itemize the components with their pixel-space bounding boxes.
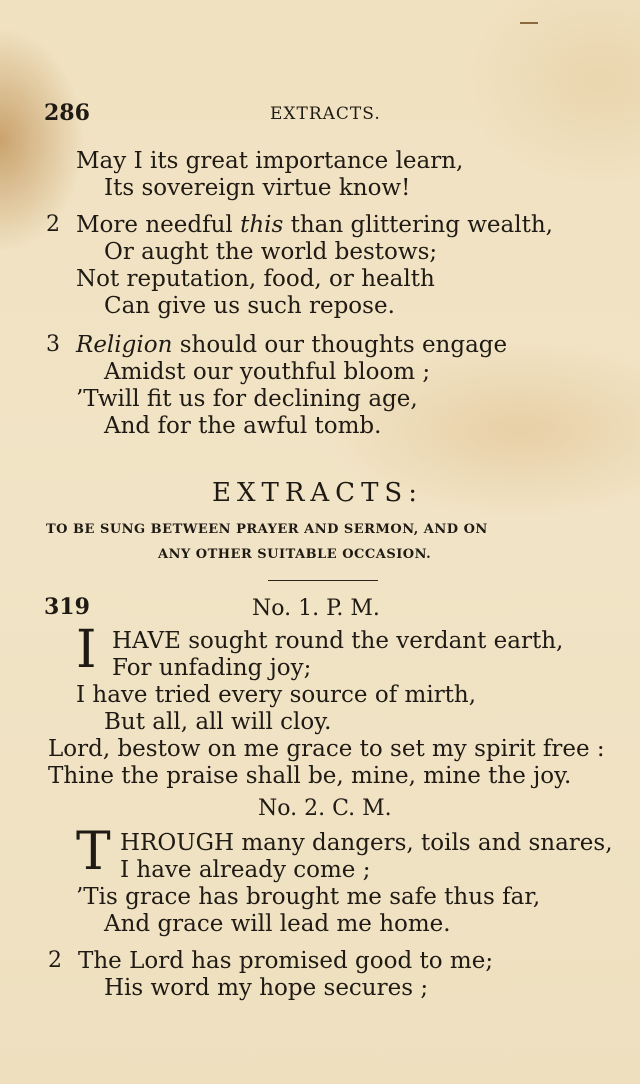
verse-line: His word my hope secures ;	[104, 975, 429, 1001]
meter-heading: No. 2. C. M.	[258, 796, 392, 821]
verse-line: Can give us such repose.	[104, 293, 395, 319]
verse-line: Thine the praise shall be, mine, mine the joy.	[48, 763, 572, 789]
running-head: EXTRACTS.	[270, 104, 381, 124]
verse-text: should our thoughts engage	[172, 332, 508, 358]
verse-line: And grace will lead me home.	[104, 911, 451, 937]
verse-line: HROUGH many dangers, toils and snares,	[120, 830, 613, 856]
verse-line: Amidst our youthful bloom ;	[104, 359, 431, 385]
verse-line	[76, 332, 507, 358]
verse-line: ’Tis grace has brought me safe thus far,	[76, 884, 541, 910]
verse-line: HAVE sought round the verdant earth,	[112, 628, 564, 654]
hymn-number: 319	[44, 594, 90, 620]
meter-heading: No. 1. P. M.	[252, 596, 380, 621]
verse-line: I have already come ;	[120, 857, 371, 883]
verse-line: And for the awful tomb.	[104, 413, 382, 439]
verse-italic: Religion	[76, 332, 173, 358]
section-subtitle: TO BE SUNG BETWEEN PRAYER AND SERMON, AND ON	[46, 522, 488, 537]
verse-line: The Lord has promised good to me;	[78, 948, 494, 974]
verse-number: 2	[48, 948, 62, 973]
verse-number: 3	[46, 332, 60, 357]
verse-line: Its sovereign virtue know!	[104, 175, 411, 201]
verse-line: ’Twill fit us for declining age,	[76, 386, 418, 412]
verse-line	[76, 212, 553, 238]
drop-cap: I	[76, 620, 97, 680]
verse-line: For unfading joy;	[112, 655, 312, 681]
verse-line: I have tried every source of mirth,	[76, 682, 477, 708]
page-number: 286	[44, 100, 90, 126]
page-mark	[520, 22, 538, 24]
verse-line: May I its great importance learn,	[76, 148, 464, 174]
verse-text: More needful	[76, 212, 241, 238]
divider-rule	[268, 580, 378, 581]
section-title: EXTRACTS:	[212, 478, 423, 508]
verse-line: Or aught the world bestows;	[104, 239, 438, 265]
verse-italic: this	[240, 212, 284, 238]
verse-text: than glittering wealth,	[283, 212, 553, 238]
verse-line: But all, all will cloy.	[104, 709, 332, 735]
verse-line: Lord, bestow on me grace to set my spirit free :	[48, 736, 605, 762]
verse-number: 2	[46, 212, 60, 237]
section-subtitle: ANY OTHER SUITABLE OCCASION.	[158, 547, 432, 562]
drop-cap: T	[76, 822, 111, 882]
verse-line: Not reputation, food, or health	[76, 266, 435, 292]
